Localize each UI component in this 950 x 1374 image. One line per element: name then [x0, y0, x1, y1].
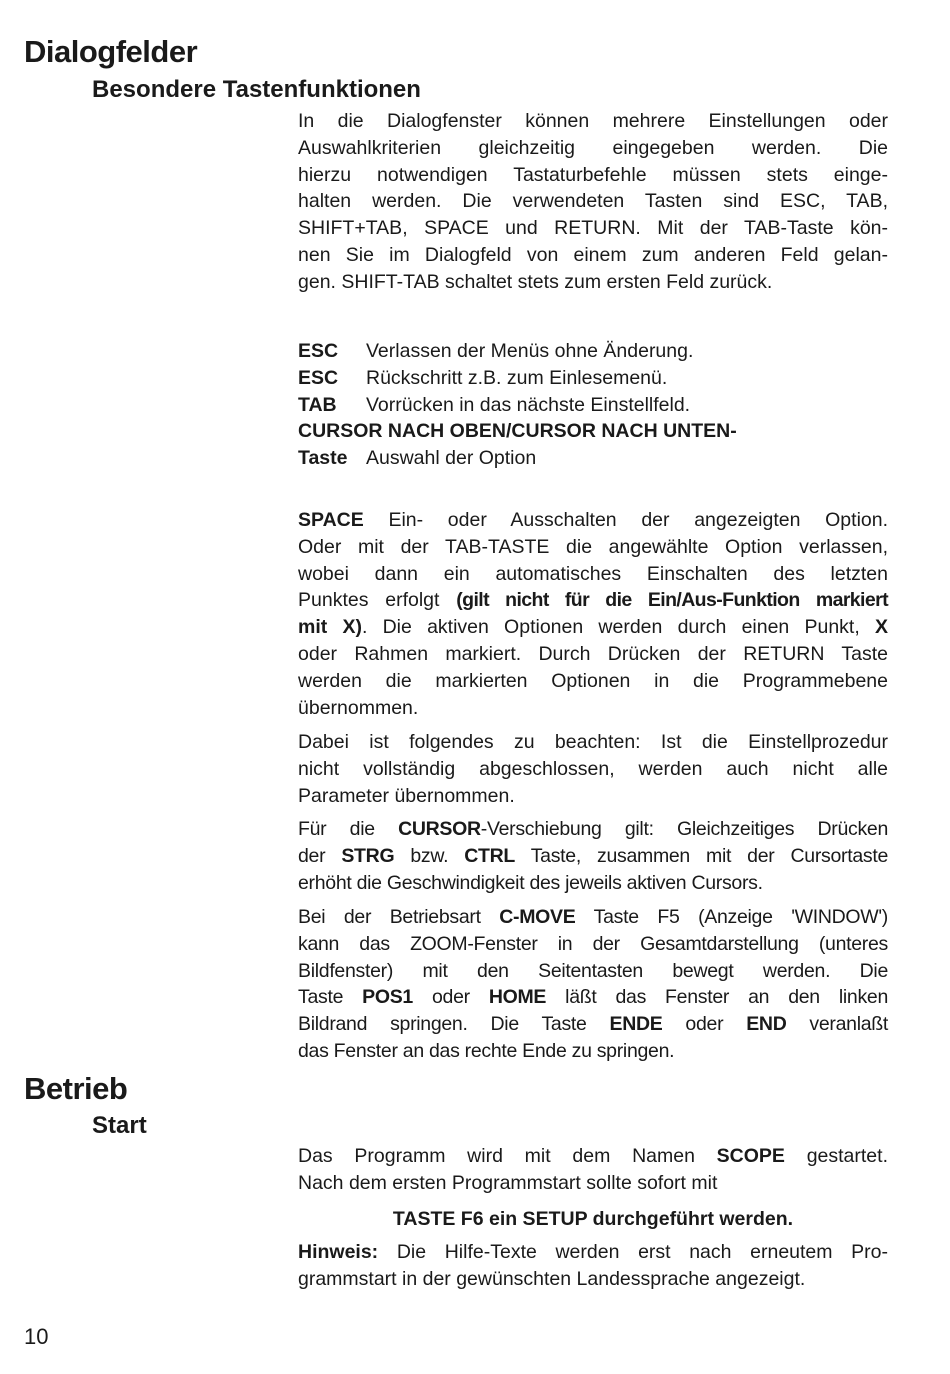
bold-text: STRG — [341, 844, 395, 867]
text-span: Für die — [298, 818, 399, 840]
bold-text: ENDE — [609, 1013, 663, 1036]
text-span: Ein- oder Ausschalten der angezeigten Option. — [388, 509, 889, 531]
text-line: kann das ZOOM-Fenster in der Gesamtdarstellung (unteres — [298, 932, 888, 955]
text-line: gen. SHIFT-TAB schaltet stets zum ersten Feld zurück. — [298, 270, 773, 293]
intro-paragraph — [298, 108, 888, 296]
text-span: Bildrand springen. Die Taste — [298, 1013, 610, 1036]
text-span: Punktes erfolgt — [298, 589, 457, 612]
key-row — [298, 338, 888, 365]
text-span: oder — [412, 986, 489, 1009]
text-span: gestartet. — [784, 1145, 888, 1167]
text-line — [298, 614, 888, 641]
space-key-label: SPACE — [298, 509, 364, 531]
key-label: ESC — [298, 366, 339, 389]
key-row — [298, 392, 888, 419]
bold-text: C-MOVE — [499, 906, 576, 928]
key-description: Verlassen der Menüs ohne Änderung. — [366, 340, 694, 362]
key-label: Taste — [298, 447, 348, 470]
text-span: Bei der Betriebsart — [298, 906, 500, 928]
section-subtitle-tastenfunktionen: Besondere Tastenfunktionen — [92, 76, 421, 103]
dabei-paragraph — [298, 729, 888, 809]
text-line: Oder mit der TAB-TASTE die angewählte Option verlassen, — [298, 535, 888, 558]
bold-text: CURSOR — [398, 818, 481, 840]
text-line: In die Dialogfenster können mehrere Einstellungen oder — [298, 110, 888, 132]
bold-text: mit X) — [298, 616, 362, 639]
cursor-paragraph — [298, 816, 888, 896]
bold-text: X — [874, 616, 888, 639]
space-paragraph — [298, 507, 888, 721]
text-line — [298, 816, 888, 843]
text-line — [298, 904, 888, 931]
text-line: Bildfenster) mit den Seitentasten bewegt werden. Die — [298, 959, 888, 982]
text-span: bzw. — [394, 844, 465, 867]
key-description: Vorrücken in das nächste Einstellfeld. — [366, 393, 691, 416]
text-span: Die Hilfe-Texte werden erst nach erneutem Pro- — [378, 1241, 888, 1263]
text-line: wobei dann ein automatisches Einschalten des letzten — [298, 562, 888, 585]
text-span: der — [298, 844, 342, 867]
text-line — [298, 843, 888, 870]
text-line: halten werden. Die verwendeten Tasten sind ESC, TAB, — [298, 190, 888, 213]
bold-text: (gilt nicht für die Ein/Aus-Funktion markiert — [456, 589, 888, 612]
key-row — [298, 445, 888, 472]
start-paragraph — [298, 1143, 888, 1197]
text-span: -Verschiebung gilt: Gleichzeitiges Drücken — [480, 818, 888, 840]
bold-text: POS1 — [362, 986, 413, 1009]
text-span: Taste — [298, 986, 363, 1009]
page-number: 10 — [24, 1324, 49, 1349]
text-line: das Fenster an das rechte Ende zu springen. — [298, 1039, 675, 1062]
text-line: nen Sie im Dialogfeld von einem zum anderen Feld gelan- — [298, 243, 888, 266]
text-line: Nach dem ersten Programmstart sollte sofort mit — [298, 1171, 718, 1194]
bold-text: SCOPE — [716, 1145, 785, 1167]
key-row — [298, 365, 888, 392]
key-description: Rückschritt z.B. zum Einlesemenü. — [366, 366, 668, 389]
section-title-betrieb: Betrieb — [24, 1071, 128, 1106]
text-line: nicht vollständig abgeschlossen, werden auch nicht alle — [298, 757, 888, 780]
text-span: oder — [662, 1013, 747, 1036]
key-description: Auswahl der Option — [366, 447, 537, 470]
hinweis-paragraph — [298, 1239, 888, 1293]
text-line — [298, 507, 888, 534]
text-span: . Die aktiven Optionen werden durch einen Punkt, — [361, 616, 875, 639]
text-line: Dabei ist folgendes zu beachten: Ist die Einstellprozedur — [298, 731, 888, 753]
text-line — [298, 587, 888, 614]
section-subtitle-start: Start — [92, 1112, 147, 1139]
text-span: Taste F5 (Anzeige 'WINDOW') — [575, 906, 888, 928]
text-line: grammstart in der gewünschten Landessprache angezeigt. — [298, 1267, 806, 1290]
text-line — [298, 1143, 888, 1170]
text-span: veranlaßt — [786, 1013, 889, 1036]
text-span: Taste, zusammen mit der Cursortaste — [515, 844, 888, 867]
text-line — [298, 1011, 888, 1038]
bold-text: HOME — [488, 986, 547, 1009]
text-line: hierzu notwendigen Tastaturbefehle müssen stets einge- — [298, 163, 888, 186]
hinweis-label: Hinweis: — [298, 1241, 379, 1263]
section-title-dialogfelder: Dialogfelder — [24, 34, 198, 69]
key-label: ESC — [298, 340, 339, 362]
cmove-paragraph — [298, 904, 888, 1065]
text-line: SHIFT+TAB, SPACE und RETURN. Mit der TAB-Taste kön- — [298, 217, 888, 240]
text-line: Parameter übernommen. — [298, 784, 515, 807]
bold-text: END — [746, 1013, 787, 1036]
cursor-key-line: CURSOR NACH OBEN/CURSOR NACH UNTEN- — [298, 420, 737, 443]
bold-text: CTRL — [464, 844, 516, 867]
text-line: übernommen. — [298, 696, 419, 719]
text-line: Auswahlkriterien gleichzeitig eingegeben werden. Die — [298, 136, 888, 159]
setup-instruction: TASTE F6 ein SETUP durchgeführt werden. — [392, 1208, 794, 1230]
text-line — [298, 1239, 888, 1266]
key-list — [298, 338, 888, 472]
text-line: erhöht die Geschwindigkeit des jeweils aktiven Cursors. — [298, 871, 763, 894]
text-line: werden die markierten Optionen in die Programmebene — [298, 669, 888, 692]
text-span: Das Programm wird mit dem Namen — [298, 1145, 717, 1167]
text-line: oder Rahmen markiert. Durch Drücken der RETURN Taste — [298, 642, 888, 665]
text-span: läßt das Fenster an den linken — [546, 986, 888, 1009]
text-line — [298, 984, 888, 1011]
key-label: TAB — [298, 393, 337, 416]
